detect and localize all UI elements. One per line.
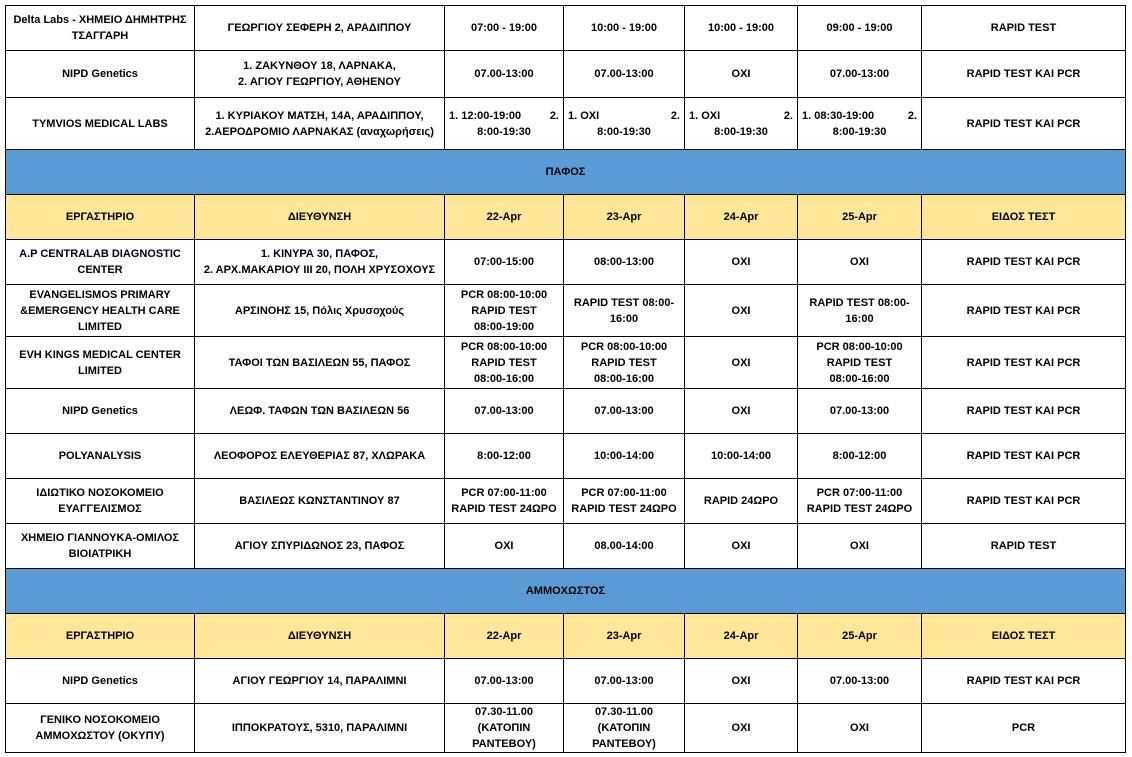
day1-hours-cell: 07:00 - 19:00: [445, 6, 564, 51]
region-section-row: [6, 569, 1126, 614]
day2-hours-cell: [564, 98, 685, 150]
lab-name-cell: NIPD Genetics: [6, 389, 195, 434]
region-title: ΑΜΜΟΧΩΣΤΟΣ: [6, 569, 1126, 614]
day1-hours-cell: 8:00-12:00: [445, 434, 564, 479]
test-type-cell: RAPID TEST: [922, 524, 1126, 569]
lab-name-cell: POLYANALYSIS: [6, 434, 195, 479]
day2-hours-cell: 10:00 - 19:00: [564, 6, 685, 51]
day2-hours-cell: 07.00-13:00: [564, 51, 685, 98]
lab-name-cell: NIPD Genetics: [6, 659, 195, 704]
location-1-hours: 1. ΟΧΙ: [568, 109, 600, 122]
day1-hours-cell: 07:00-15:00: [445, 240, 564, 285]
lab-name-cell: ΓΕΝΙΚΟ ΝΟΣΟΚΟΜΕΙΟ ΑΜΜΟΧΩΣΤΟΥ (ΟΚΥΠΥ): [6, 704, 195, 753]
table-row: [6, 98, 1126, 150]
lab-column-header: ΕΡΓΑΣΤΗΡΙΟ: [6, 195, 195, 240]
day1-hours-cell: 07.30-11.00 (ΚΑΤΟΠΙΝ ΡΑΝΤΕΒΟΥ): [445, 704, 564, 753]
address-column-header: ΔΙΕΥΘΥΝΣΗ: [195, 195, 445, 240]
day4-hours-cell: 07.00-13:00: [798, 659, 922, 704]
address-cell: 1. ΚΥΡΙΑΚΟΥ ΜΑΤΣΗ, 14Α, ΑΡΑΔΙΠΠΟΥ, 2.ΑΕΡΟΔΡΟΜΙΟ ΛΑΡΝΑΚΑΣ (αναχωρήσεις): [195, 98, 445, 150]
column-header-row: [6, 195, 1126, 240]
location-2-hours: 8:00-19:30: [714, 125, 768, 138]
date-column-header: 24-Apr: [685, 195, 798, 240]
day4-hours-cell: 8:00-12:00: [798, 434, 922, 479]
day2-hours-cell: 07.00-13:00: [564, 659, 685, 704]
location-1-hours: 1. ΟΧΙ: [689, 109, 721, 122]
day2-hours-cell: 07.30-11.00 (ΚΑΤΟΠΙΝ ΡΑΝΤΕΒΟΥ): [564, 704, 685, 753]
date-column-header: 23-Apr: [564, 195, 685, 240]
test-type-cell: RAPID TEST ΚΑΙ PCR: [922, 479, 1126, 524]
location-2-hours: 8:00-19:30: [477, 125, 531, 138]
address-cell: ΑΓΙΟΥ ΣΠΥΡΙΔΩΝΟΣ 23, ΠΑΦΟΣ: [195, 524, 445, 569]
address-column-header: ΔΙΕΥΘΥΝΣΗ: [195, 614, 445, 659]
location-1-hours: 1. 12:00-19:00: [449, 109, 522, 122]
day3-hours-cell: ΟΧΙ: [685, 659, 798, 704]
address-cell: 1. ΖΑΚΥΝΘΟΥ 18, ΛΑΡΝΑΚΑ, 2. ΑΓΙΟΥ ΓΕΩΡΓΙΟΥ, ΑΘΗΕΝΟΥ: [195, 51, 445, 98]
day4-hours-cell: PCR 08:00-10:00 RAPID TEST 08:00-16:00: [798, 337, 922, 389]
date-column-header: 25-Apr: [798, 614, 922, 659]
table-row: [6, 285, 1126, 337]
table-row: [6, 6, 1126, 51]
day1-hours-cell: 07.00-13:00: [445, 659, 564, 704]
day4-hours-cell: ΟΧΙ: [798, 240, 922, 285]
day1-hours-cell: [445, 98, 564, 150]
day3-hours-cell: ΟΧΙ: [685, 704, 798, 753]
day1-hours-cell: 07.00-13:00: [445, 389, 564, 434]
address-cell: 1. ΚΙΝΥΡΑ 30, ΠΑΦΟΣ, 2. ΑΡΧ.ΜΑΚΑΡΙΟΥ ΙΙΙ 20, ΠΟΛΗ ΧΡΥΣΟΧΟΥΣ: [195, 240, 445, 285]
test-type-cell: RAPID TEST ΚΑΙ PCR: [922, 659, 1126, 704]
test-type-column-header: ΕΙΔΟΣ ΤΕΣΤ: [922, 614, 1126, 659]
location-2-hours: 8:00-19:30: [832, 125, 887, 138]
lab-name-cell: A.P CENTRALAB DIAGNOSTIC CENTER: [6, 240, 195, 285]
location-2-marker: 2.: [670, 109, 680, 122]
day3-hours-cell: RAPID 24ΩΡΟ: [685, 479, 798, 524]
address-cell: ΒΑΣΙΛΕΩΣ ΚΩΝΣΤΑΝΤΙΝΟΥ 87: [195, 479, 445, 524]
day3-hours-cell: [685, 98, 798, 150]
address-cell: ΤΑΦΟΙ ΤΩΝ ΒΑΣΙΛΕΩΝ 55, ΠΑΦΟΣ: [195, 337, 445, 389]
lab-name-cell: EVH KINGS MEDICAL CENTER LIMITED: [6, 337, 195, 389]
day4-hours-cell: PCR 07:00-11:00 RAPID TEST 24ΩΡΟ: [798, 479, 922, 524]
region-section-row: [6, 150, 1126, 195]
column-header-row: [6, 614, 1126, 659]
day4-hours-cell: ΟΧΙ: [798, 704, 922, 753]
region-title: ΠΑΦΟΣ: [6, 150, 1126, 195]
day4-hours-cell: RAPID TEST 08:00- 16:00: [798, 285, 922, 337]
address-cell: ΑΓΙΟΥ ΓΕΩΡΓΙΟΥ 14, ΠΑΡΑΛΙΜΝΙ: [195, 659, 445, 704]
address-cell: ΛΕΩΦ. ΤΑΦΩΝ ΤΩΝ ΒΑΣΙΛΕΩΝ 56: [195, 389, 445, 434]
date-column-header: 22-Apr: [445, 195, 564, 240]
date-column-header: 22-Apr: [445, 614, 564, 659]
day1-hours-cell: PCR 08:00-10:00 RAPID TEST 08:00-16:00: [445, 337, 564, 389]
day3-hours-cell: 10:00-14:00: [685, 434, 798, 479]
test-type-cell: RAPID TEST ΚΑΙ PCR: [922, 337, 1126, 389]
table-row: [6, 659, 1126, 704]
address-cell: ΙΠΠΟΚΡΑΤΟΥΣ, 5310, ΠΑΡΑΛΙΜΝΙ: [195, 704, 445, 753]
day4-hours-cell: 09:00 - 19:00: [798, 6, 922, 51]
day3-hours-cell: 10:00 - 19:00: [685, 6, 798, 51]
test-type-cell: RAPID TEST: [922, 6, 1126, 51]
day4-hours-cell: [798, 98, 922, 150]
lab-column-header: ΕΡΓΑΣΤΗΡΙΟ: [6, 614, 195, 659]
table-row: [6, 389, 1126, 434]
lab-name-cell: NIPD Genetics: [6, 51, 195, 98]
location-2-marker: 2.: [783, 109, 793, 122]
address-cell: ΑΡΣΙΝΟΗΣ 15, Πόλις Χρυσοχούς: [195, 285, 445, 337]
day3-hours-cell: ΟΧΙ: [685, 285, 798, 337]
date-column-header: 23-Apr: [564, 614, 685, 659]
lab-name-cell: ΧΗΜΕΙΟ ΓΙΑΝΝΟΥΚΑ-ΟΜΙΛΟΣ ΒΙΟΙΑΤΡΙΚΗ: [6, 524, 195, 569]
address-cell: ΓΕΩΡΓΙΟΥ ΣΕΦΕΡΗ 2, ΑΡΑΔΙΠΠΟΥ: [195, 6, 445, 51]
day2-hours-cell: 08.00-14:00: [564, 524, 685, 569]
test-type-cell: RAPID TEST ΚΑΙ PCR: [922, 51, 1126, 98]
day1-hours-cell: PCR 07:00-11:00 RAPID TEST 24ΩΡΟ: [445, 479, 564, 524]
test-type-cell: PCR: [922, 704, 1126, 753]
day3-hours-cell: ΟΧΙ: [685, 524, 798, 569]
table-row: [6, 479, 1126, 524]
test-type-column-header: ΕΙΔΟΣ ΤΕΣΤ: [922, 195, 1126, 240]
lab-name-cell: EVANGELISMOS PRIMARY &EMERGENCY HEALTH CARE LIMITED: [6, 285, 195, 337]
lab-name-cell: ΙΔΙΩΤΙΚΟ ΝΟΣΟΚΟΜΕΙΟ ΕΥΑΓΓΕΛΙΣΜΟΣ: [6, 479, 195, 524]
table-body: [6, 6, 1126, 753]
table-row: [6, 51, 1126, 98]
day4-hours-cell: ΟΧΙ: [798, 524, 922, 569]
day3-hours-cell: ΟΧΙ: [685, 51, 798, 98]
location-2-marker: 2.: [549, 109, 559, 122]
lab-name-cell: TYMVIOS MEDICAL LABS: [6, 98, 195, 150]
location-2-marker: 2.: [907, 109, 917, 122]
day2-hours-cell: PCR 08:00-10:00 RAPID TEST 08:00-16:00: [564, 337, 685, 389]
day3-hours-cell: ΟΧΙ: [685, 389, 798, 434]
day2-hours-cell: RAPID TEST 08:00- 16:00: [564, 285, 685, 337]
day1-hours-cell: ΟΧΙ: [445, 524, 564, 569]
test-type-cell: RAPID TEST ΚΑΙ PCR: [922, 389, 1126, 434]
day4-hours-cell: 07.00-13:00: [798, 389, 922, 434]
day2-hours-cell: 10:00-14:00: [564, 434, 685, 479]
day2-hours-cell: 08:00-13:00: [564, 240, 685, 285]
table-row: [6, 704, 1126, 753]
day2-hours-cell: 07.00-13:00: [564, 389, 685, 434]
address-cell: ΛΕΟΦΟΡΟΣ ΕΛΕΥΘΕΡΙΑΣ 87, ΧΛΩΡΑΚΑ: [195, 434, 445, 479]
table-row: [6, 434, 1126, 479]
location-2-hours: 8:00-19:30: [597, 125, 651, 138]
day3-hours-cell: ΟΧΙ: [685, 337, 798, 389]
day1-hours-cell: PCR 08:00-10:00 RAPID TEST 08:00-19:00: [445, 285, 564, 337]
testing-schedule-table: [5, 5, 1126, 753]
test-type-cell: RAPID TEST ΚΑΙ PCR: [922, 434, 1126, 479]
test-type-cell: RAPID TEST ΚΑΙ PCR: [922, 98, 1126, 150]
date-column-header: 25-Apr: [798, 195, 922, 240]
table-row: [6, 524, 1126, 569]
day3-hours-cell: ΟΧΙ: [685, 240, 798, 285]
table-row: [6, 240, 1126, 285]
day2-hours-cell: PCR 07:00-11:00 RAPID TEST 24ΩΡΟ: [564, 479, 685, 524]
date-column-header: 24-Apr: [685, 614, 798, 659]
lab-name-cell: Delta Labs - ΧΗΜΕΙΟ ΔΗΜΗΤΡΗΣ ΤΣΑΓΓΑΡΗ: [6, 6, 195, 51]
test-type-cell: RAPID TEST ΚΑΙ PCR: [922, 240, 1126, 285]
table-row: [6, 337, 1126, 389]
location-1-hours: 1. 08:30-19:00: [802, 109, 875, 122]
test-type-cell: RAPID TEST ΚΑΙ PCR: [922, 285, 1126, 337]
day4-hours-cell: 07.00-13:00: [798, 51, 922, 98]
day1-hours-cell: 07.00-13:00: [445, 51, 564, 98]
